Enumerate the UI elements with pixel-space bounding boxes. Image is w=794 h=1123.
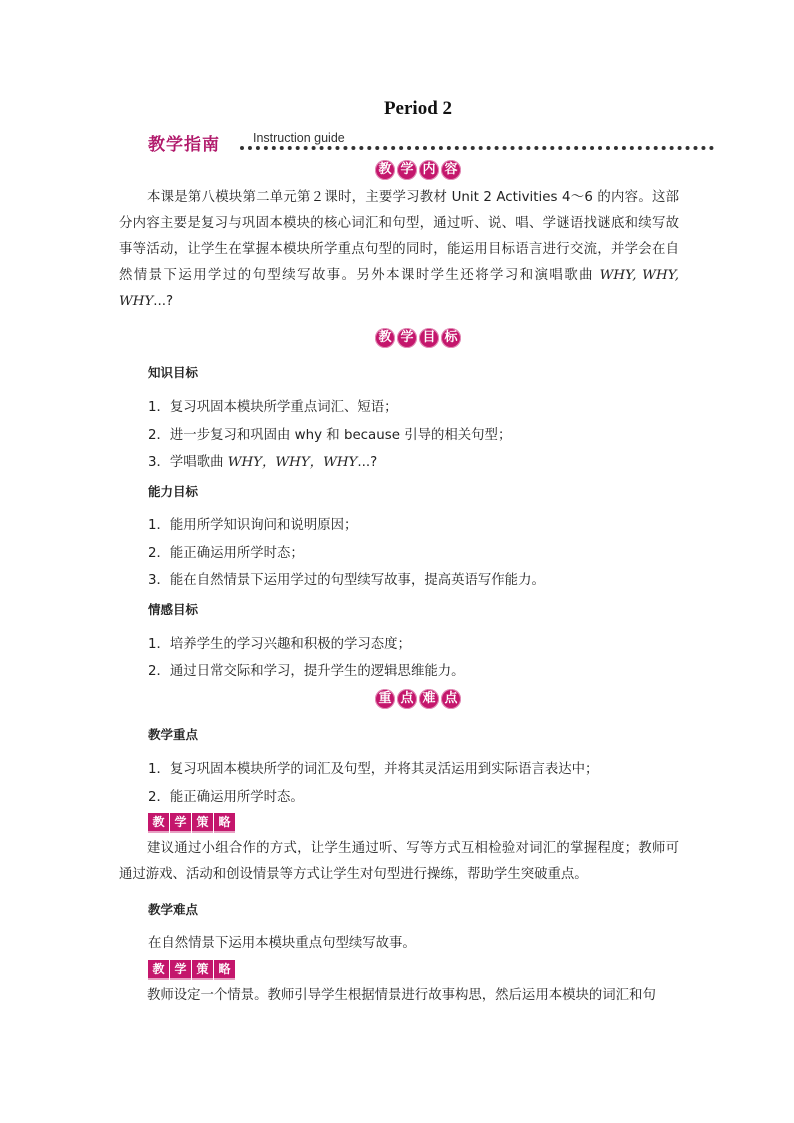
badge-char: 学: [397, 160, 417, 180]
strategy-char: 策: [192, 813, 213, 833]
badge-char: 点: [397, 689, 417, 709]
badge-char: 重: [375, 689, 395, 709]
guide-title-en: Instruction guide: [253, 131, 348, 145]
badge-char: 点: [441, 689, 461, 709]
section-badge-goals: [0, 328, 794, 348]
ability-item: 1．能用所学知识询问和说明原因；: [148, 518, 358, 533]
strategy-char: 略: [214, 960, 235, 980]
content-tail: ...?: [153, 294, 174, 309]
badge-char: 学: [397, 328, 417, 348]
content-paragraph: [119, 185, 679, 315]
emotion-item: 2．通过日常交际和学习，提升学生的逻辑思维能力。: [148, 664, 465, 679]
badge-char: 容: [441, 160, 461, 180]
knowledge-item: [148, 451, 377, 470]
section-badge-keypoints: [0, 689, 794, 709]
strategy-char: 教: [148, 960, 169, 980]
dotted-rule: [240, 146, 714, 150]
strategy-char: 策: [192, 960, 213, 980]
ability-heading: 能力目标: [148, 484, 199, 499]
song-title: WHY, WHY, WHY: [119, 268, 679, 309]
strategy-label: [148, 813, 236, 833]
strategy-char: 教: [148, 813, 169, 833]
content-text: 本课是第八模块第二单元第２课时，主要学习教材 Unit 2 Activities 4～6 的内容。这部分内容主要是复习与巩固本模块的核心词汇和句型，通过听、说、唱、学谜语找谜底和续写故事等活动，让学生在掌握本模块所学重点句型的同时，能运用目标语言进行交流，并学会在自然情景下运用学过的句型续写故事。另外本课时学生还将学习和演唱歌曲: [119, 190, 679, 283]
strategy-label: [148, 960, 236, 980]
item-prefix: 3．学唱歌曲: [148, 455, 228, 470]
badge-char: 内: [419, 160, 439, 180]
difficulty-strategy-text: 教师设定一个情景。教师引导学生根据情景进行故事构思，然后运用本模块的词汇和句: [147, 988, 656, 1003]
emotion-item: 1．培养学生的学习兴趣和积极的学习态度；: [148, 637, 411, 652]
section-badge-content: [0, 160, 794, 180]
ability-item: 3．能在自然情景下运用学过的句型续写故事，提高英语写作能力。: [148, 573, 545, 588]
focus-item: 2．能正确运用所学时态。: [148, 790, 304, 805]
badge-char: 难: [419, 689, 439, 709]
badge-char: 目: [419, 328, 439, 348]
knowledge-heading: 知识目标: [148, 365, 199, 380]
difficulty-text: 在自然情景下运用本模块重点句型续写故事。: [148, 936, 416, 951]
strategy-char: 略: [214, 813, 235, 833]
ability-item: 2．能正确运用所学时态；: [148, 546, 304, 561]
focus-heading: 教学重点: [148, 727, 199, 742]
badge-char: 标: [441, 328, 461, 348]
badge-char: 教: [375, 160, 395, 180]
item-tail: ...?: [357, 455, 378, 470]
strategy-char: 学: [170, 813, 191, 833]
knowledge-item: 2．进一步复习和巩固由 why 和 because 引导的相关句型；: [148, 428, 512, 443]
strategy-char: 学: [170, 960, 191, 980]
focus-item: 1．复习巩固本模块所学的词汇及句型，并将其灵活运用到实际语言表达中；: [148, 762, 599, 777]
focus-strategy-text: 建议通过小组合作的方式，让学生通过听、写等方式互相检验对词汇的掌握程度；教师可通过游戏、活动和创设情景等方式让学生对句型进行操练，帮助学生突破重点。: [119, 841, 679, 882]
song-title: WHY，WHY，WHY: [227, 455, 358, 470]
difficulty-heading: 教学难点: [148, 902, 199, 917]
instruction-guide-header: [148, 130, 714, 154]
badge-char: 教: [375, 328, 395, 348]
emotion-heading: 情感目标: [148, 602, 199, 617]
guide-title-zh: 教学指南: [148, 135, 220, 155]
knowledge-item: 1．复习巩固本模块所学重点词汇、短语；: [148, 400, 398, 415]
page-title: Period 2: [383, 98, 453, 119]
